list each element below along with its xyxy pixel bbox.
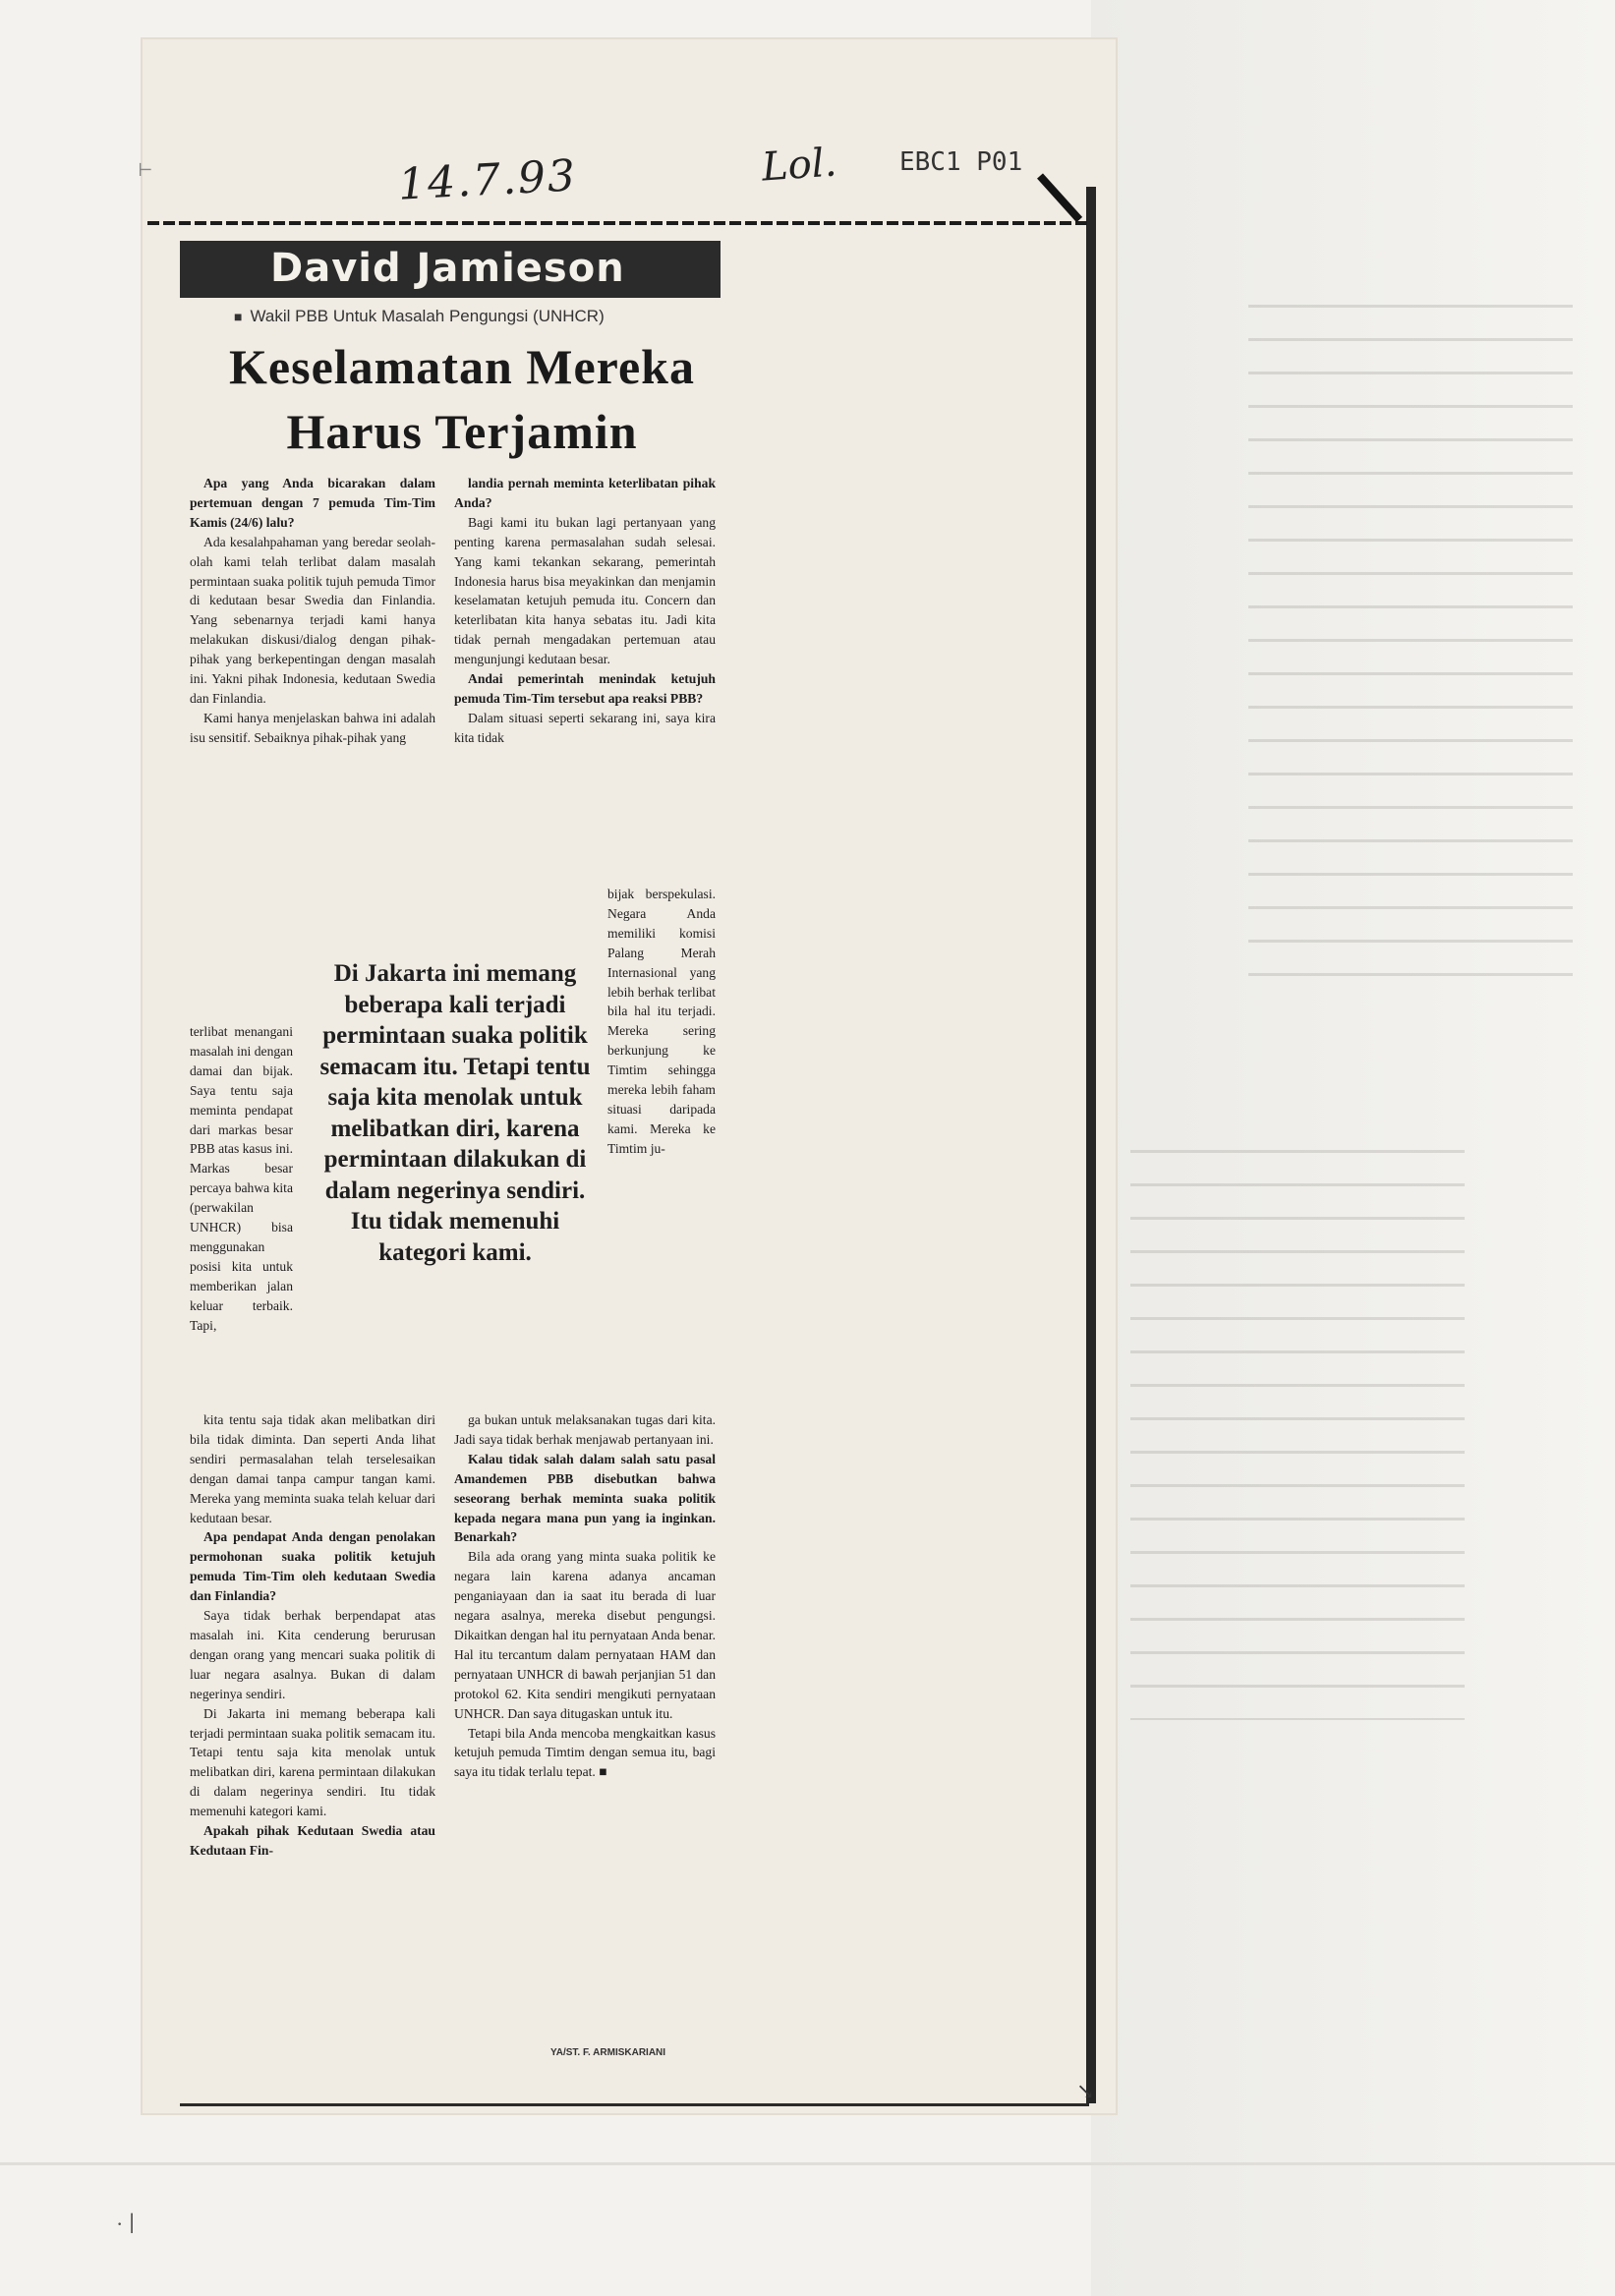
question-paragraph: Andai pemerintah menindak ketujuh pemuda Tim-Tim tersebut apa reaksi PBB? — [454, 671, 716, 706]
answer-paragraph: Bila ada orang yang minta suaka politik ke negara lain karena adanya ancaman penganiayaan dan ia saat itu berada di luar negara asalnya, mereka disebut pengungsi. Dikaitkan dengan hal itu pernyataan Anda benar. Hal itu tercantum dalam pernyataan HAM dan pernyataan UNHCR di bawah perjanjian 51 dan protokol 62. Kita sendiri mengikuti pernyataan UNHCR. Dan saya ditugaskan untuk itu. — [454, 1549, 716, 1721]
column-2-top — [454, 474, 716, 748]
column-1-bottom — [190, 1410, 435, 1861]
bleed-through-lines-lower — [1130, 1150, 1465, 1720]
answer-paragraph: Bagi kami itu bukan lagi pertanyaan yang penting karena permasalahan sudah selesai. Yang kami tekankan sekarang, pemerintah Indonesia harus bisa meyakinkan dan menjamin keselamatan ketujuh pemuda itu. Concern dan keterlibatan kita hanya sebatas itu. Jadi kita tidak pernah mengadakan pertemuan atau mengunjungi kedutaan besar. — [454, 514, 716, 667]
bleed-through-lines-right — [1248, 305, 1573, 993]
pull-quote: Di Jakarta ini memang beberapa kali terjadi permintaan suaka politik semacam itu. Tetapi tentu saja kita menolak untuk melibatkan diri, karena permintaan dilakukan di dalam negerinya sendiri. Itu tidak memenuhi kategori kami. — [319, 960, 591, 1266]
question-paragraph: Apa pendapat Anda dengan penolakan permohonan suaka politik ketujuh pemuda Tim-Tim oleh kedutaan Swedia dan Finlandia? — [190, 1529, 435, 1604]
answer-paragraph: kita tentu saja tidak akan melibatkan diri bila tidak diminta. Dan seperti Anda lihat sendiri permasalahan telah terselesaikan dengan damai tanpa campur tangan kami. Mereka yang meminta suaka telah keluar dari kedutaan besar. — [190, 1412, 435, 1525]
answer-paragraph: ga bukan untuk melaksanakan tugas dari kita. Jadi saya tidak berhak menjawab pertanyaan ini. — [454, 1412, 716, 1447]
article-headline — [187, 334, 737, 464]
corner-tick-mark: ↘ — [1076, 2079, 1095, 2103]
headline-line-2: Harus Terjamin — [286, 404, 638, 459]
question-paragraph: Kalau tidak salah dalam salah satu pasal Amandemen PBB disebutkan bahwa seseorang berhak meminta suaka politik kepada negara mana pun yang ia inginkan. Benarkah? — [454, 1451, 716, 1545]
answer-paragraph: Saya tidak berhak berpendapat atas masalah ini. Kita cenderung berurusan dengan orang yang mencari suaka politik di luar negara asalnya. Bukan di dalam negerinya sendiri. — [190, 1608, 435, 1701]
interviewee-title-text: Wakil PBB Untuk Masalah Pengungsi (UNHCR) — [250, 307, 605, 325]
paragraph: terlibat menangani masalah ini dengan damai dan bijak. Saya tentu saja meminta pendapat dari markas besar PBB atas kasus ini. Markas besar percaya bahwa kita (perwakilan UNHCR) bisa menggunakan posisi kita untuk memberikan jalan keluar terbaik. Tapi, — [190, 1024, 293, 1333]
interviewee-name: David Jamieson — [270, 246, 625, 291]
scan-bottom-edge — [0, 2162, 1615, 2165]
interviewee-title — [234, 307, 605, 326]
answer-paragraph: Tetapi bila Anda mencoba mengkaitkan kasus ketujuh pemuda Timtim dengan semua itu, bagi saya itu tidak terlalu tepat. ■ — [454, 1725, 716, 1780]
handwritten-date: 14.7.93 — [396, 150, 579, 210]
column-2-narrow — [607, 885, 716, 1159]
column-1-top — [190, 474, 435, 748]
byline: YA/ST. F. ARMISKARIANI — [550, 2047, 666, 2058]
column-1-narrow — [190, 1022, 293, 1336]
question-paragraph: Apa yang Anda bicarakan dalam pertemuan dengan 7 pemuda Tim-Tim Kamis (24/6) lalu? — [190, 476, 435, 530]
answer-paragraph: Ada kesalahpahaman yang beredar seolah-olah kami telah terlibat dalam masalah permintaan suaka politik tujuh pemuda Timor di kedutaan besar Swedia dan Finlandia. Yang sebenarnya terjadi kami hanya melakukan diskusi/dialog dengan pihak-pihak yang berkepentingan dengan masalah ini. Yakni pihak Indonesia, kedutaan Swedia dan Finlandia. — [190, 534, 435, 706]
paragraph: bijak berspekulasi. Negara Anda memiliki komisi Palang Merah Internasional yang lebih berhak terlibat bila hal itu terjadi. Mereka sering berkunjung ke Timtim sehingga mereka lebih faham situasi daripada kami. Mereka ke Timtim ju- — [607, 887, 716, 1156]
answer-paragraph: Kami hanya menjelaskan bahwa ini adalah isu sensitif. Sebaiknya pihak-pihak yang — [190, 710, 435, 745]
answer-paragraph: Di Jakarta ini memang beberapa kali terjadi permintaan suaka politik semacam itu. Tetapi tentu saja kita menolak untuk melibatkan diri, karena permintaan dilakukan di dalam negerinya sendiri. Itu tidak memenuhi kategori kami. — [190, 1705, 435, 1819]
headline-line-1: Keselamatan Mereka — [229, 339, 695, 394]
scan-speck-mark: · ∣ — [116, 2211, 136, 2236]
question-paragraph: landia pernah meminta keterlibatan pihak Anda? — [454, 476, 716, 510]
question-paragraph: Apakah pihak Kedutaan Swedia atau Kedutaan Fin- — [190, 1823, 435, 1858]
clipping-top-edge — [147, 221, 1091, 225]
bottom-rule — [180, 2103, 1089, 2106]
column-2-bottom — [454, 1410, 716, 1782]
archive-stamp-code: EBC1 P01 — [899, 147, 1023, 177]
square-bullet-icon: ■ — [234, 309, 243, 324]
handwritten-code: Lol. — [760, 140, 838, 191]
binder-edge-mark: ⊢ — [138, 160, 153, 180]
answer-paragraph: Dalam situasi seperti sekarang ini, saya kira kita tidak — [454, 710, 716, 745]
clipping-edge-shadow — [1086, 187, 1096, 2103]
